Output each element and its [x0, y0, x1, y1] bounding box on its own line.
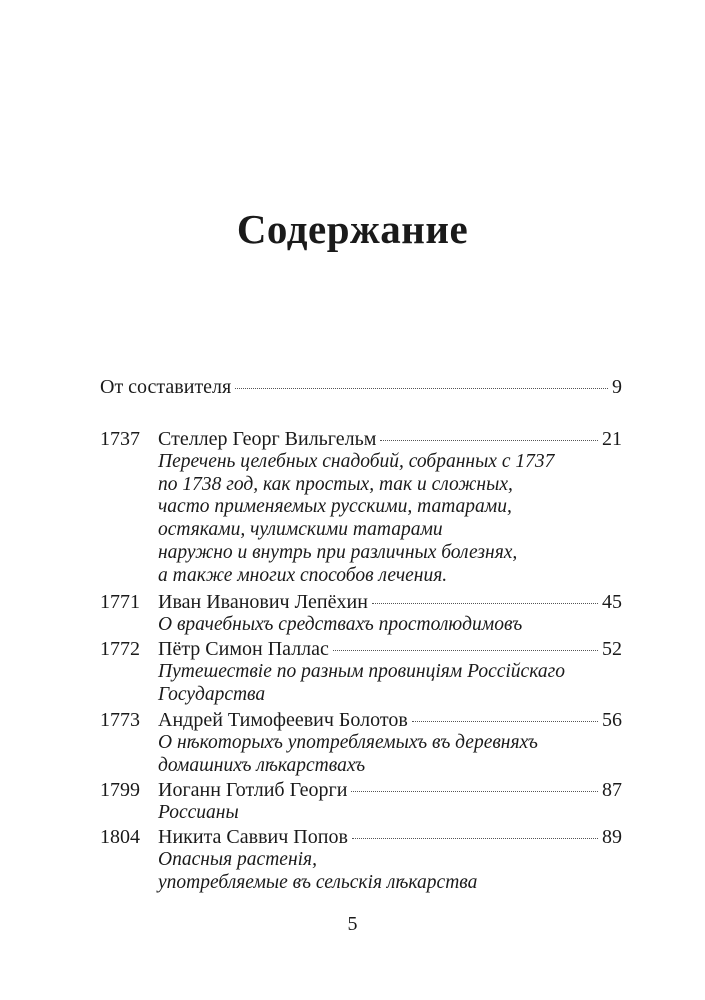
toc-description-line: наружно и внутрь при различных болезнях,: [158, 541, 518, 563]
toc-page-number: 52: [602, 638, 622, 660]
toc-entry: [100, 427, 622, 587]
toc-description: [158, 614, 622, 637]
toc-description-line: Перечень целебных снадобий, собранных с 1737: [158, 451, 555, 472]
toc-description-line: О врачебныхъ средствахъ простолюдимовъ: [158, 614, 523, 635]
toc-description-line: употребляемые въ сельскія лѣкарства: [158, 871, 478, 893]
toc-description-line: остяками, чулимскими татарами: [158, 519, 443, 541]
toc-entry: [100, 778, 622, 825]
toc-intro: [100, 375, 622, 399]
toc-description-line: Путешествіе по разным провинціям Россійскаго: [158, 661, 565, 682]
toc-description-line: домашнихъ лѣкарствахъ: [158, 754, 366, 776]
dot-leader: [333, 650, 598, 651]
toc-intro-label: От составителя: [100, 376, 232, 398]
dot-leader: [235, 388, 608, 389]
toc-description: [158, 849, 622, 894]
toc-author: Пётр Симон Паллас: [158, 638, 329, 660]
toc-description-line: О нѣкоторыхъ употребляемыхъ въ деревняхъ: [158, 732, 538, 753]
toc-page-number: 56: [602, 709, 622, 731]
toc-author: Стеллер Георг Вильгельм: [158, 428, 377, 450]
toc-entry: [100, 708, 622, 777]
toc-year: 1773: [100, 709, 140, 731]
toc-page-number: 21: [602, 428, 622, 450]
page-title: Содержание: [236, 206, 469, 252]
toc-year: 1737: [100, 428, 140, 450]
toc-author: Никита Саввич Попов: [158, 826, 348, 848]
dot-leader: [412, 721, 598, 722]
toc-page-number: 9: [612, 376, 622, 398]
toc-description-line: Государства: [158, 683, 266, 705]
dot-leader: [352, 838, 598, 839]
toc-description-line: по 1738 год, как простых, так и сложных,: [158, 473, 513, 495]
toc-page-number: 89: [602, 826, 622, 848]
dot-leader: [380, 440, 598, 441]
toc-description: [158, 802, 622, 825]
toc-description: [158, 732, 622, 777]
toc-entry: [100, 825, 622, 894]
toc-year: 1804: [100, 826, 140, 848]
toc-entry: [100, 637, 622, 706]
toc-year: 1799: [100, 779, 140, 801]
toc-description-line: часто применяемых русскими, татарами,: [158, 496, 512, 518]
toc-year: 1772: [100, 638, 140, 660]
toc-page-number: 87: [602, 779, 622, 801]
toc-page-number: 45: [602, 591, 622, 613]
toc-description-line: а также многих способов лечения.: [158, 564, 448, 586]
toc-description-line: Россианы: [158, 802, 239, 823]
toc-year: 1771: [100, 591, 140, 613]
toc-author: Иоганн Готлиб Георги: [158, 779, 348, 801]
toc-author: Иван Иванович Лепёхин: [158, 591, 368, 613]
toc-entry: [100, 590, 622, 637]
dot-leader: [351, 791, 598, 792]
toc-author: Андрей Тимофеевич Болотов: [158, 709, 408, 731]
toc-description-line: Опасныя растенія,: [158, 849, 317, 870]
toc-description: [158, 661, 622, 706]
page-number: 5: [347, 913, 358, 935]
dot-leader: [372, 603, 598, 604]
toc-description: [158, 451, 622, 587]
